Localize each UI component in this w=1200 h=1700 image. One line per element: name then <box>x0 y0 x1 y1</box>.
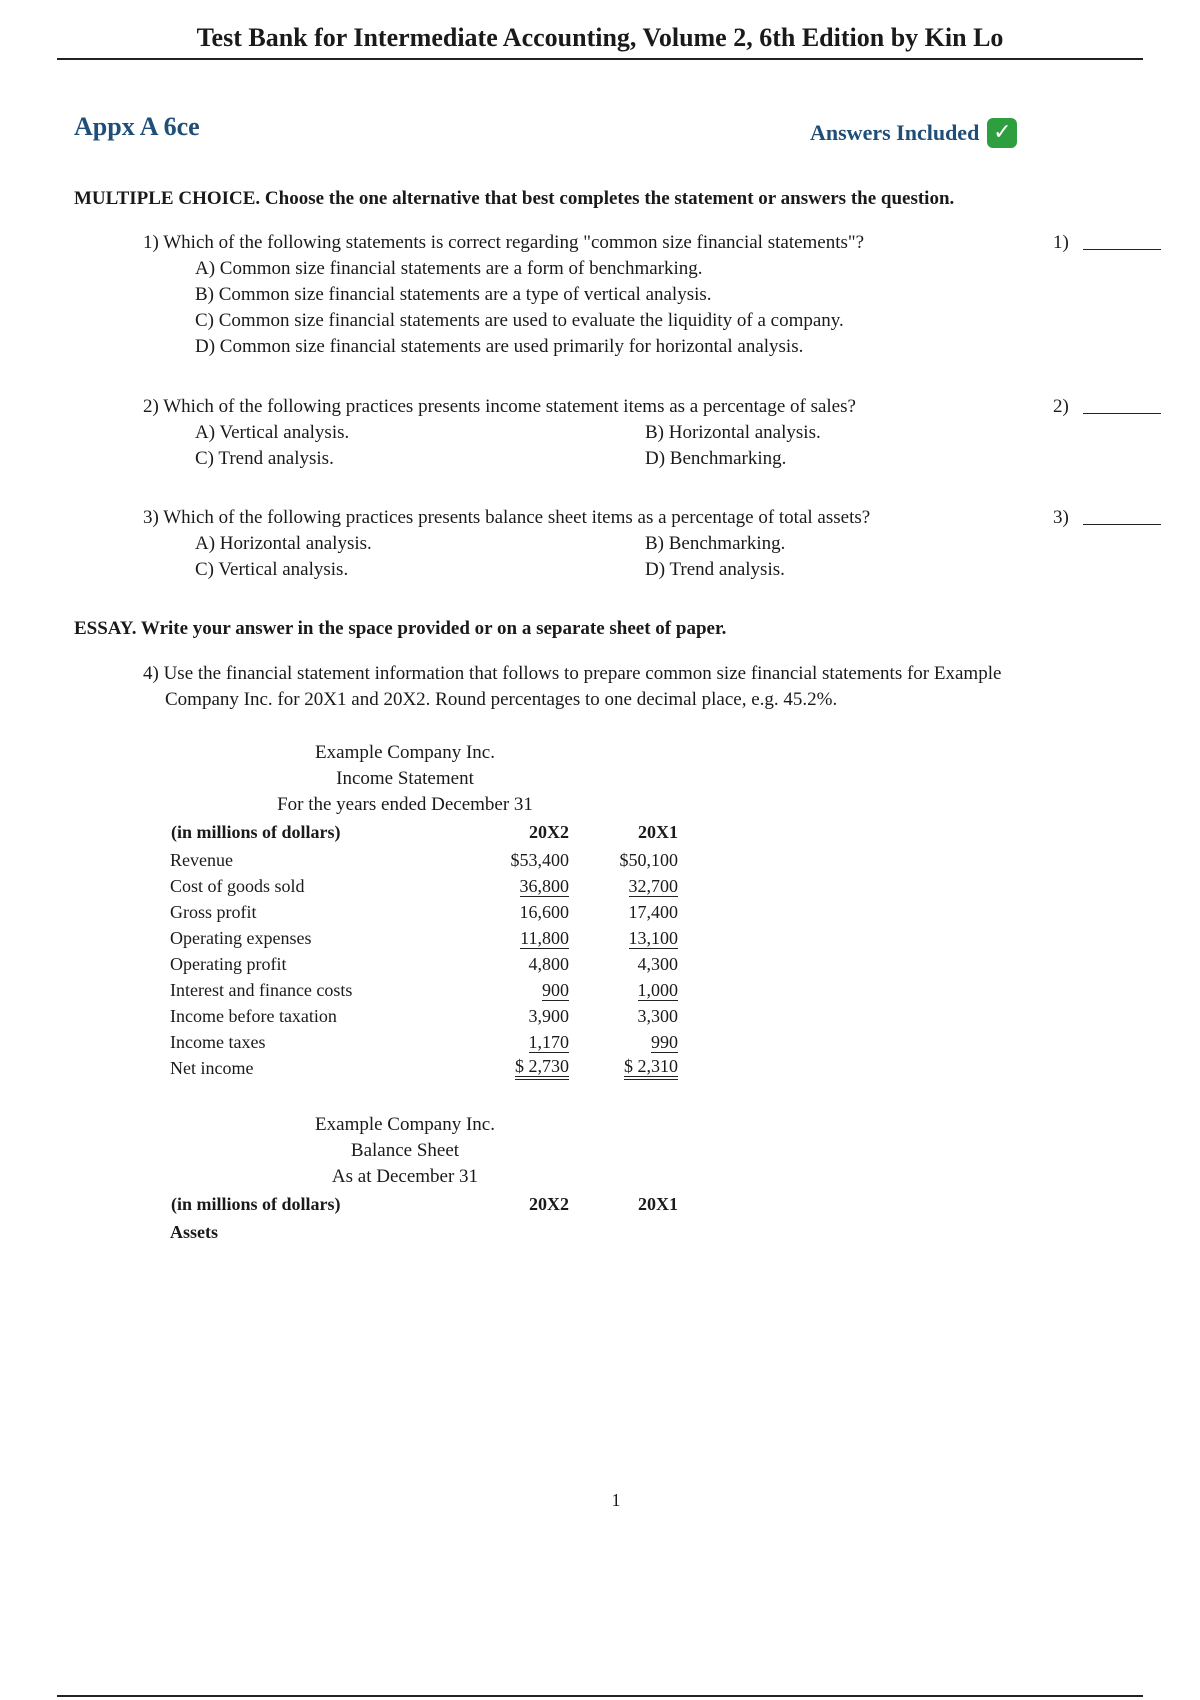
column-header-label: (in millions of dollars) <box>171 821 341 842</box>
table-row <box>170 924 680 950</box>
question-stem: 2) Which of the following practices presents income statement items as a percentage of sales? <box>143 396 856 417</box>
column-header-20x1: 20X1 <box>638 821 678 842</box>
table-row <box>170 1054 680 1080</box>
value-20x1: 3,300 <box>637 1006 678 1026</box>
value-20x1: 1,000 <box>637 980 678 1000</box>
value-20x2: 3,900 <box>528 1006 569 1026</box>
row-label: Operating expenses <box>170 928 312 948</box>
table-row <box>170 950 680 976</box>
value-20x1: $50,100 <box>619 850 678 870</box>
statement-name: Balance Sheet <box>350 1140 460 1161</box>
mc-heading: MULTIPLE CHOICE. Choose the one alternative that best completes the statement or answers the question. <box>74 188 955 209</box>
option-d: D) Benchmarking. <box>645 448 787 469</box>
question-3 <box>143 505 1143 583</box>
answer-number: 3) <box>1053 507 1069 528</box>
statement-name: Income Statement <box>336 768 474 789</box>
answer-number: 1) <box>1053 232 1069 253</box>
assets-label: Assets <box>170 1222 218 1242</box>
answers-included-badge <box>810 118 1017 148</box>
option-a: A) Vertical analysis. <box>195 422 350 443</box>
column-header-label: (in millions of dollars) <box>171 1193 341 1214</box>
question-2 <box>143 394 1143 472</box>
column-header-20x2: 20X2 <box>529 1193 569 1214</box>
row-label: Operating profit <box>170 954 287 974</box>
value-20x2: 4,800 <box>528 954 569 974</box>
balance-sheet-title <box>170 1112 640 1190</box>
page-number: 1 <box>611 1490 621 1510</box>
company-name: Example Company Inc. <box>315 1114 495 1135</box>
answer-blank <box>1083 413 1161 414</box>
option-a: A) Horizontal analysis. <box>195 533 372 554</box>
row-label: Gross profit <box>170 902 257 922</box>
table-row <box>170 846 680 872</box>
value-20x2: 900 <box>542 980 569 1000</box>
option-c: C) Common size financial statements are used to evaluate the liquidity of a company. <box>195 310 844 331</box>
answer-blank <box>1083 524 1161 525</box>
income-statement-title <box>170 740 640 818</box>
option-b: B) Horizontal analysis. <box>645 422 821 443</box>
answer-blank <box>1083 249 1161 250</box>
table-row <box>170 1002 680 1028</box>
answers-included-label: Answers Included <box>810 120 980 145</box>
value-20x2: $ 2,730 <box>515 1056 569 1080</box>
value-20x1: 13,100 <box>628 928 678 948</box>
value-20x2: 1,170 <box>528 1032 569 1052</box>
row-label: Revenue <box>170 850 233 870</box>
footer-rule <box>57 1695 1143 1697</box>
table-row <box>170 1028 680 1054</box>
row-label: Cost of goods sold <box>170 876 305 896</box>
table-row <box>170 1218 680 1244</box>
balance-sheet-table <box>170 1190 680 1244</box>
option-b: B) Common size financial statements are a type of vertical analysis. <box>195 284 712 305</box>
statement-period: As at December 31 <box>331 1166 479 1187</box>
option-c: C) Trend analysis. <box>195 448 334 469</box>
answer-number: 2) <box>1053 396 1069 417</box>
table-row <box>170 872 680 898</box>
question-stem: 3) Which of the following practices presents balance sheet items as a percentage of total assets? <box>143 507 871 528</box>
row-label: Net income <box>170 1058 254 1078</box>
statement-period: For the years ended December 31 <box>277 794 533 815</box>
question-1 <box>143 230 1143 360</box>
question-4-line-1: 4) Use the financial statement information that follows to prepare common size financial statements for Example <box>143 663 1002 684</box>
value-20x2: $53,400 <box>510 850 569 870</box>
appendix-label: Appx A 6ce <box>74 112 200 141</box>
table-row <box>170 976 680 1002</box>
income-statement-table <box>170 818 680 1080</box>
table-header-row <box>170 1190 680 1218</box>
table-row <box>170 898 680 924</box>
value-20x1: 17,400 <box>628 902 678 922</box>
question-stem: 1) Which of the following statements is correct regarding "common size financial statements"? <box>143 232 865 253</box>
column-header-20x1: 20X1 <box>638 1193 678 1214</box>
value-20x2: 11,800 <box>520 928 569 948</box>
value-20x1: 990 <box>651 1032 678 1052</box>
company-name: Example Company Inc. <box>315 742 495 763</box>
question-4 <box>143 661 1143 713</box>
value-20x2: 16,600 <box>519 902 569 922</box>
column-header-20x2: 20X2 <box>529 821 569 842</box>
value-20x1: 32,700 <box>628 876 678 896</box>
value-20x1: 4,300 <box>637 954 678 974</box>
row-label: Income taxes <box>170 1032 266 1052</box>
page-header: Test Bank for Intermediate Accounting, Volume 2, 6th Edition by Kin Lo <box>57 18 1143 60</box>
value-20x2: 36,800 <box>519 876 569 896</box>
value-20x1: $ 2,310 <box>624 1056 678 1080</box>
question-4-line-2: Company Inc. for 20X1 and 20X2. Round percentages to one decimal place, e.g. 45.2%. <box>165 689 838 710</box>
essay-heading: ESSAY. Write your answer in the space provided or on a separate sheet of paper. <box>74 618 727 639</box>
option-c: C) Vertical analysis. <box>195 559 349 580</box>
option-d: D) Common size financial statements are used primarily for horizontal analysis. <box>195 336 804 357</box>
option-a: A) Common size financial statements are a form of benchmarking. <box>195 258 703 279</box>
option-d: D) Trend analysis. <box>645 559 785 580</box>
row-label: Income before taxation <box>170 1006 337 1026</box>
row-label: Interest and finance costs <box>170 980 353 1000</box>
table-header-row <box>170 818 680 846</box>
check-icon: ✓ <box>987 118 1017 148</box>
option-b: B) Benchmarking. <box>645 533 786 554</box>
